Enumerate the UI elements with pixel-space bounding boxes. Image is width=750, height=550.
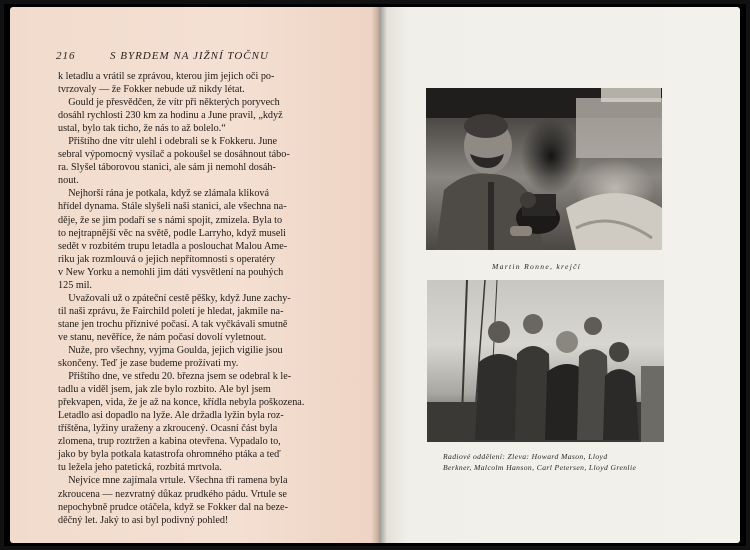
text-line: překvapen, vida, že je až na konce, křídla nebyla poškozena.: [58, 397, 305, 409]
text-line: zlomena, trup roztržen a kabina otevřena. Vypadalo to,: [58, 436, 281, 448]
text-line: nout.: [58, 175, 79, 187]
text-line: tu ležela jeho patetická, rozbitá mrtvola.: [58, 462, 222, 474]
text-line: ve stanu, nevěříce, že nám počasí dovolí vyletnout.: [58, 331, 267, 343]
text-line: riku jak rozmlouvá o jejich nepřítomnosti s operatéry: [58, 253, 275, 265]
text-line: hřídel dynama. Stále slyšeli naši stanici, ale všechna na-: [58, 201, 287, 213]
text-line: ra. Slyšel táborovou stanici, ale sám ji nemohl dosáh-: [58, 162, 276, 174]
text-line: to nejtrapnější věc na světě, podle Larryho, když museli: [58, 227, 287, 239]
text-line: stane jen trochu příznivé počasí. A tak vyčkávali smutně: [58, 318, 288, 330]
text-line: Přištího dne vítr ulehl i odebrali se k Fokkeru. June: [58, 136, 278, 148]
text-line: sedět v rozbitém trupu letadla a poslouchat Malou Ame-: [58, 240, 288, 252]
text-line: nepochybně prudce otáčela, když se Fokker dal na beze-: [58, 501, 288, 513]
photo-martin-ronne-image: [426, 88, 662, 250]
photo-martin-ronne: [426, 88, 662, 250]
text-line: Nuže, pro všechny, vyjma Goulda, jejich vigilie jsou: [58, 344, 283, 356]
page-number: 216: [56, 50, 76, 62]
text-line: jako by byla potkala katastrofa ohromného ptáka a teď: [58, 449, 281, 461]
text-line: 125 mil.: [58, 279, 92, 291]
text-line: Nejvíce mne zajímala vrtule. Všechna tři ramena byla: [58, 475, 288, 487]
text-line: tadlu a viděl jsem, jak zle bylo rozbito. Ale byl jsem: [58, 384, 271, 396]
text-line: děčný let. Jaký to asi byl podivný pohled!: [58, 514, 229, 526]
text-line: sebral výpomocný vysílač a pokoušel se dosáhnout tábo-: [58, 149, 290, 161]
text-line: dosáhl rychlosti 230 km za hodinu a June pravil, „když: [58, 110, 283, 122]
photo-top-caption: Martin Ronne, krejčí: [492, 262, 582, 271]
photo-radio-department-image: [427, 280, 664, 442]
text-line: Letadlo asi dopadlo na lyže. Ale držadla lyžin byla roz-: [58, 410, 284, 422]
running-title: S BYRDEM NA JIŽNÍ TOČNU: [110, 50, 269, 62]
text-line: Nejhorší rána je potkala, když se zlámala kliková: [58, 188, 270, 200]
book-gutter: [371, 7, 387, 543]
text-line: Gould je přesvědčen, že vítr při některých poryvech: [58, 97, 280, 109]
text-line: tvrzovaly — že Fokker nebude už nikdy létat.: [58, 84, 245, 96]
text-line: zkroucena — nezvratný důkaz prudkého pádu. Vrtule se: [58, 488, 287, 500]
text-line: děje, že se jim podaří se s námi spojit, zmizela. Byla to: [58, 214, 283, 226]
caption-line-2: Berkner, Malcolm Hanson, Carl Petersen, Lloyd Grenlie: [443, 462, 637, 472]
text-line: Přištího dne, ve středu 20. března jsem se odebral k le-: [58, 371, 292, 383]
text-line: v New Yorku a nemohli jim dáti vysvětlení na pouhých: [58, 266, 284, 278]
photo-radio-department: [427, 280, 664, 442]
body-text: [58, 70, 320, 527]
text-line: tříštěna, lyžiny uraženy a zkroucený. Ocasní část byla: [58, 423, 278, 435]
text-line: skončeny. Teď je zase budeme prožívati my.: [58, 358, 239, 370]
text-line: til naši zprávu, že Fairchild poletí je hledat, jakmile na-: [58, 305, 284, 317]
text-line: ustal, bylo tak ticho, že nás to až bolelo.“: [58, 123, 226, 135]
caption-line-1: Radiové oddělení: Zleva: Howard Mason, Lloyd: [443, 452, 608, 461]
text-line: Uvažovali už o zpáteční cestě pěšky, když June zachy-: [58, 292, 291, 304]
photo-bottom-caption: [443, 452, 665, 473]
text-line: k letadlu a vrátil se zprávou, kterou jim jejich oči po-: [58, 71, 275, 82]
